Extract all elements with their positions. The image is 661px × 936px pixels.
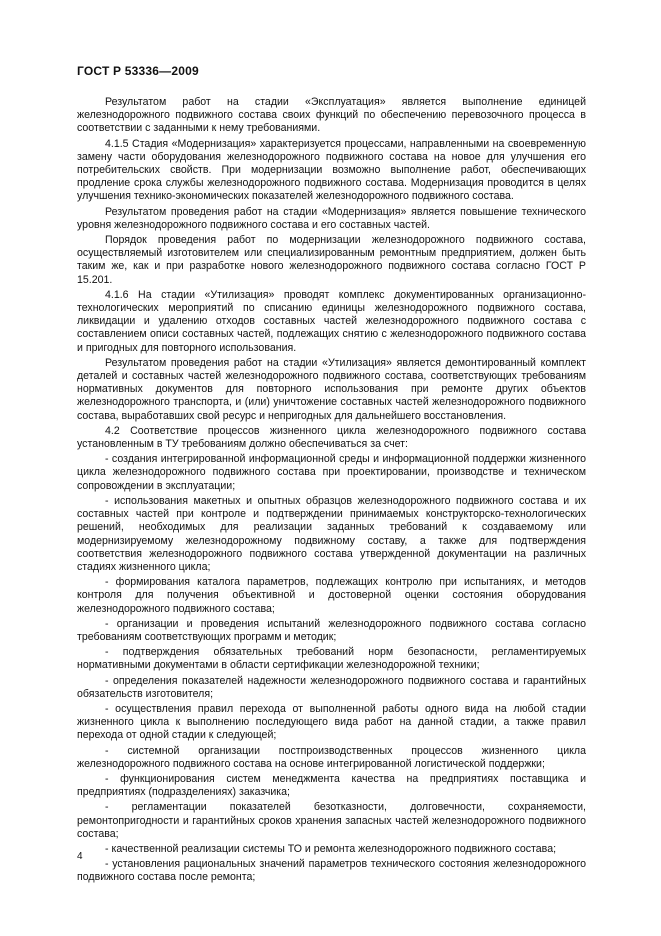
list-item: - создания интегрированной информационной среды и информационной поддержки жизненного цикла железнодорожного подвижного состава при проектировании, производстве и техническом сопровождении в эксплуатации; <box>77 453 586 492</box>
paragraph-4-2: 4.2 Соответствие процессов жизненного цикла железнодорожного подвижного состава установленным в ТУ требованиям должно обеспечиваться за счет: <box>77 424 586 451</box>
list-item: - организации и проведения испытаний железнодорожного подвижного состава согласно требованиям соответствующих программ и методик; <box>77 617 586 643</box>
list-item: - качественной реализации системы ТО и ремонта железнодорожного подвижного состава; <box>105 842 557 855</box>
list-item: - регламентации показателей безотказности, долговечности, сохраняемости, ремонтопригодности и гарантийных сроков хранения запасных частей железнодорожного подвижного состава; <box>77 801 586 840</box>
list-item: - осуществления правил перехода от выполненной работы одного вида на любой стадии жизненного цикла к выполнению последующего вида работ на данной стадии, а также правил перехода от одной стадии к следующей; <box>77 702 586 742</box>
list-item: - установления рациональных значений параметров технического состояния железнодорожного подвижного состава после ремонта; <box>77 858 586 884</box>
paragraph-modernization-order: Порядок проведения работ по модернизации железнодорожного подвижного состава, осуществляемый изготовителем или специализированным ремонтным предприятием, должен быть таким же, как и при разработке нового железнодорожного подвижного состава согласно ГОСТ Р 15.201. <box>77 234 586 286</box>
paragraph-result-utilization: Результатом проведения работ на стадии «Утилизация» является демонтированный комплект деталей и составных частей железнодорожного подвижного состава, соответствующих требованиям нормативных документов для повторного использования при ремонте других объектов железнодорожного транспорта, и (или) уничтожение составных частей железнодорожного подвижного состава, выработавших свой ресурс и непригодных для дальнейшего восстановления. <box>77 356 586 422</box>
paragraph-4-1-6: 4.1.6 На стадии «Утилизация» проводят комплекс документированных организационно-технологических мероприятий по списанию единицы железнодорожного подвижного состава, ликвидации и удалению отходов составных частей железнодорожного подвижного состава с составлением описи составных частей, подлежащих снятию с железнодорожного подвижного состава и пригодных для повторного использования. <box>77 288 586 354</box>
page-number: 4 <box>77 851 83 862</box>
list-item: - подтверждения обязательных требований норм безопасности, регламентируемых нормативными документами в области сертификации железнодорожной техники; <box>77 646 586 672</box>
document-body <box>77 96 586 887</box>
list-item: - определения показателей надежности железнодорожного подвижного состава и гарантийных обязательств изготовителя; <box>77 674 586 700</box>
list-item: - формирования каталога параметров, подлежащих контролю при испытаниях, и методов контроля для получения объективной и достоверной оценки состояния оборудования железнодорожного подвижного состава; <box>77 576 586 615</box>
list-item: - использования макетных и опытных образцов железнодорожного подвижного состава и их составных частей при контроле и подтверждении принимаемых конструкторско-технологических решений, необходимых для реализации заданных требований к создаваемому или модернизируемому железнодорожному подвижному составу, а также для подтверждения соответствия железнодорожного подвижного состава утвержденной документации на различных стадиях жизненного цикла; <box>77 494 586 573</box>
list-item: - функционирования систем менеджмента качества на предприятиях поставщика и предприятиях (подразделениях) заказчика; <box>77 772 586 799</box>
paragraph-4-1-5: 4.1.5 Стадия «Модернизация» характеризуется процессами, направленными на своевременную замену части оборудования железнодорожного подвижного состава на новое для улучшения его потребительских свойств. При модернизации возможно выполнение работ, обеспечивающих продление срока службы железнодорожного подвижного состава. Модернизация проводится в целях улучшения технико-экономических показателей железнодорожного подвижного состава. <box>77 137 586 203</box>
document-header: ГОСТ Р 53336—2009 <box>77 64 199 78</box>
paragraph-result-modernization: Результатом проведения работ на стадии «Модернизация» является повышение технического уровня железнодорожного подвижного состава и его составных частей. <box>77 205 586 231</box>
paragraph-result-exploitation: Результатом работ на стадии «Эксплуатация» является выполнение единицей железнодорожного подвижного состава своих функций по обеспечению перевозочного процесса в соответствии с заданными к нему требованиями. <box>77 96 586 135</box>
list-item: - системной организации постпроизводственных процессов жизненного цикла железнодорожного подвижного состава на основе интегрированной логистической поддержки; <box>77 744 586 770</box>
